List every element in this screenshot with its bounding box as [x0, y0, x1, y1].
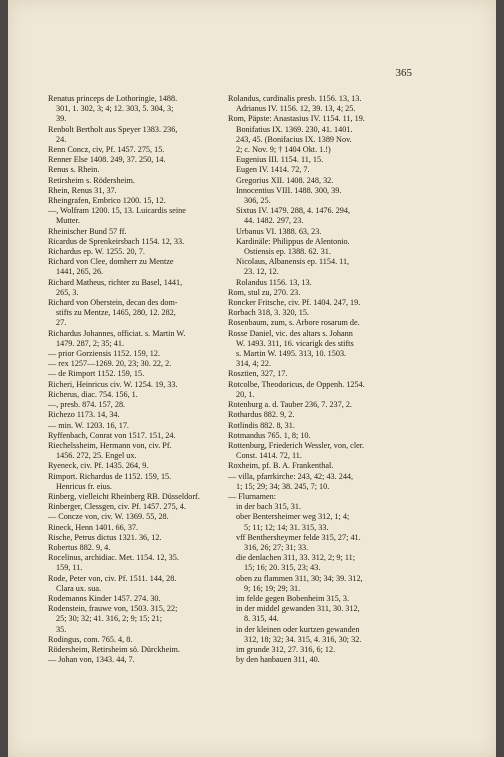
index-entry-line: Rom, stul zu, 270. 23.	[228, 287, 301, 297]
index-entry-line: Richerus, diac. 754. 156, 1.	[48, 389, 138, 399]
index-entry-line: 44. 1482. 297, 23.	[244, 216, 304, 226]
index-entry-line: Rheingrafen, Embrico 1200. 15, 12.	[48, 196, 166, 206]
index-entry-line: —, presb. 874. 157, 28.	[48, 400, 126, 410]
index-entry-line: by den hanbauen 311, 40.	[236, 655, 320, 665]
index-entry-line: Renn Concz, civ, Pf. 1457. 275, 15.	[48, 145, 165, 155]
index-entry-line: — Concze von, civ. W. 1369. 55, 28.	[48, 512, 169, 522]
index-entry-line: Richardus ep. W. 1255. 20, 7.	[48, 247, 145, 257]
index-entry-line: — de Rimport 1152. 159, 15.	[48, 369, 145, 379]
index-entry-line: Renner Else 1408. 249, 37. 250, 14.	[48, 155, 166, 165]
index-entry-line: 20, 1.	[236, 389, 255, 399]
index-entry-line: 2; c. Nov. 9; † 1404 Okt. 1.!)	[236, 145, 331, 155]
index-entry-line: — villa, pfarrkirche: 243, 42; 43. 244,	[228, 471, 354, 481]
index-entry-line: ober Bentersheimer weg 312, 1; 4;	[236, 512, 350, 522]
index-entry-line: Rorbach 318, 3. 320, 15.	[228, 308, 309, 318]
index-entry-line: W. 1493. 311, 16. vicarigk des stifts	[236, 338, 354, 348]
index-entry-line: Rottenburg, Friederich Wessler, von, cler.	[228, 440, 365, 450]
index-entry-line: 27.	[56, 318, 67, 328]
index-entry-line: Sixtus IV. 1479. 288, 4. 1476. 294,	[236, 206, 351, 216]
index-entry-line: Rineck, Henn 1401. 66, 37.	[48, 522, 139, 532]
index-entry-line: im grunde 312, 27. 316, 6; 12.	[236, 644, 336, 654]
index-entry-line: Richardus Johannes, officiat. s. Martin W.	[48, 328, 186, 338]
index-entry-line: Rinberg, vielleicht Rheinberg RB. Düsseldorf.	[48, 491, 200, 501]
index-entry-line: Ryeneck, civ. Pf. 1435. 264, 9.	[48, 461, 149, 471]
index-entry-line: Renbolt Bertholt aus Speyer 1383. 236,	[48, 124, 178, 134]
index-entry-line: 23. 12, 12.	[244, 267, 279, 277]
index-entry-line: 24.	[56, 134, 67, 144]
index-entry-line: — prior Gorziensis 1152. 159, 12.	[48, 349, 161, 359]
index-entry-line: Urbanus VI. 1388. 63, 23.	[236, 226, 322, 236]
index-entry-line: Kardinäle: Philippus de Alentonio.	[236, 236, 350, 246]
index-entry-line: 1441, 265, 26.	[56, 267, 104, 277]
index-entry-line: oben zu flammen 311, 30; 34; 39. 312,	[236, 573, 363, 583]
index-entry-line: 9; 16; 19; 29; 31.	[244, 583, 301, 593]
index-entry-line: Rische, Petrus dictus 1321. 36, 12.	[48, 532, 162, 542]
index-entry-line: Robertus 882. 9, 4.	[48, 542, 111, 552]
index-entry-line: Ricardus de Sprenkeirsbach 1154. 12, 33.	[48, 236, 185, 246]
index-entry-line: Riechelssheim, Hermann von, civ. Pf.	[48, 440, 172, 450]
index-entry-line: Roncker Fritsche, civ. Pf. 1404. 247, 19.	[228, 298, 361, 308]
index-entry-line: Rocelinus, archidiac. Met. 1154. 12, 35.	[48, 553, 179, 563]
index-entry-line: 8. 315, 44.	[244, 614, 279, 624]
index-entry-line: Rödersheim, Retirsheim sö. Dürckheim.	[48, 644, 180, 654]
index-entry-line: Bonifatius IX. 1369. 230, 41. 1401.	[236, 124, 353, 134]
index-entry-line: 265, 3.	[56, 287, 79, 297]
index-entry-line: Richard von Oberstein, decan des dom-	[48, 298, 178, 308]
index-entry-line: Rimport. Richardus de 1152. 159, 15.	[48, 471, 172, 481]
index-entry-line: Rodemanns Kinder 1457. 274. 30.	[48, 593, 161, 603]
index-entry-line: 1456. 272, 25. Engel ux.	[56, 451, 137, 461]
index-entry-line: — rex 1257—1269. 20, 23; 30. 22, 2.	[48, 359, 172, 369]
index-entry-line: Renatus princeps de Lothoringie, 1488.	[48, 94, 178, 103]
index-entry-line: in der kleinen oder kurtzen gewanden	[236, 624, 360, 634]
index-entry-line: Rolandus 1156. 13, 13.	[236, 277, 312, 287]
index-entry-line: 1; 15; 29; 34; 38. 245, 7; 10.	[236, 481, 330, 491]
index-entry-line: im felde gegen Bobenheim 315, 3.	[236, 593, 350, 603]
index-entry-line: Rom, Päpste: Anastasius IV. 1154. 11, 19.	[228, 114, 365, 124]
index-entry-line: Roxheim, pf. B. A. Frankenthal.	[228, 461, 334, 471]
index-entry-line: 5; 11; 12; 14; 31. 315, 33.	[244, 522, 329, 532]
index-entry-line: — Flurnamen:	[228, 491, 276, 501]
index-entry-line: Rotmandus 765. 1, 8; 10.	[228, 430, 311, 440]
index-entry-line: 314, 4; 22.	[236, 359, 272, 369]
index-entry-line: Rosse Daniel, vic. des altars s. Johann	[228, 328, 353, 338]
index-entry-line: 306, 25.	[244, 196, 271, 206]
index-entry-line: 301, 1. 302, 3; 4; 12. 303, 5. 304, 3;	[56, 104, 174, 114]
index-entry-line: 159, 11.	[56, 563, 83, 573]
index-entry-line: Const. 1414. 72, 11.	[236, 451, 302, 461]
index-entry-line: 25; 30; 32; 41. 316, 2; 9; 15; 21;	[56, 614, 162, 624]
index-entry-line: Rodingus, com. 765. 4, 8.	[48, 634, 133, 644]
index-entry-line: 1479. 287, 2; 35; 41.	[56, 338, 125, 348]
index-entry-line: s. Martin W. 1495. 313, 10. 1503.	[236, 349, 347, 359]
index-entry-line: Rode, Peter von, civ. Pf. 1511. 144, 28.	[48, 573, 177, 583]
index-entry-line: Rotlindis 882. 8, 31.	[228, 420, 295, 430]
index-entry-line: in der middel gewanden 311, 30. 312,	[236, 604, 360, 614]
index-entry-line: Rosztien, 327, 17.	[228, 369, 288, 379]
index-column-left	[48, 94, 224, 665]
index-entry-line: Rothardus 882. 9, 2.	[228, 410, 295, 420]
index-entry-line: stifts zu Mentze, 1465, 280, 12. 282,	[56, 308, 176, 318]
index-entry-line: Eugen IV. 1414. 72, 7.	[236, 165, 310, 175]
book-page	[8, 0, 496, 757]
index-entry-line: Eugenius III. 1154. 11, 15.	[236, 155, 324, 165]
index-entry-line: vff Benthersheymer felde 315, 27; 41.	[236, 532, 361, 542]
index-entry-line: Clara ux. sua.	[56, 583, 102, 593]
index-entry-line: Rheinischer Bund 57 ff.	[48, 226, 127, 236]
index-entry-line: Richard von Clee, domherr zu Mentze	[48, 257, 174, 267]
page-number: 365	[395, 67, 412, 79]
index-entry-line: Rosenbaum, zum, s. Arbore rosarum de.	[228, 318, 360, 328]
index-entry-line: — Johan von, 1343. 44, 7.	[48, 655, 135, 665]
index-entry-line: Ostiensis ep. 1388. 62. 31.	[244, 247, 331, 257]
index-entry-line: Richeri, Heinricus civ. W. 1254. 19, 33.	[48, 379, 178, 389]
index-entry-line: 316, 26; 27; 31; 33.	[244, 542, 309, 552]
index-entry-line: Gregorius XII. 1408. 248, 32.	[236, 175, 334, 185]
index-entry-line: Henricus fr. eius.	[56, 481, 112, 491]
index-entry-line: Renus s. Rhein.	[48, 165, 100, 175]
index-entry-line: — min. W. 1203. 16, 17.	[48, 420, 129, 430]
index-entry-line: in der bach 315, 31.	[236, 502, 302, 512]
index-column-right	[228, 94, 402, 665]
index-entry-line: 15; 16; 20. 315, 23; 43.	[244, 563, 321, 573]
index-entry-line: Rhein, Renus 31, 37.	[48, 185, 117, 195]
index-entry-line: 39.	[56, 114, 67, 124]
index-entry-line: 35.	[56, 624, 67, 634]
index-entry-line: Adrianus IV. 1156. 12, 39. 13, 4; 25.	[236, 104, 356, 114]
index-entry-line: Nicolaus, Albanensis ep. 1154. 11,	[236, 257, 350, 267]
index-entry-line: Rolandus, cardinalis presb. 1156. 13, 13.	[228, 94, 362, 103]
index-entry-line: Mutter.	[56, 216, 80, 226]
index-entry-line: Rotenburg a. d. Tauber 236, 7. 237, 2.	[228, 400, 352, 410]
index-entry-line: Rodenstein, frauwe von, 1503. 315, 22;	[48, 604, 178, 614]
index-entry-line: 243, 45. (Bonifacius IX. 1389 Nov.	[236, 134, 352, 144]
index-entry-line: Rinberger, Clessgen, civ. Pf. 1457. 275, 4.	[48, 502, 186, 512]
index-entry-line: Richard Matheus, richter zu Basel, 1441,	[48, 277, 183, 287]
index-entry-line: 312, 18; 32; 34. 315, 4. 316, 30; 32.	[244, 634, 362, 644]
index-entry-line: die denlachen 311, 33. 312, 2; 9; 11;	[236, 553, 355, 563]
index-entry-line: Innocentius VIII. 1488. 300, 39.	[236, 185, 342, 195]
index-entry-line: Rotcolbe, Theodoricus, de Oppenh. 1254.	[228, 379, 365, 389]
index-entry-line: —, Wolfram 1200. 15, 13. Luicardis seine	[48, 206, 186, 216]
index-entry-line: Ryffenbach, Conrat von 1517. 151, 24.	[48, 430, 176, 440]
index-entry-line: Retirsheim s. Rödersheim.	[48, 175, 135, 185]
index-entry-line: Richezo 1173. 14, 34.	[48, 410, 120, 420]
